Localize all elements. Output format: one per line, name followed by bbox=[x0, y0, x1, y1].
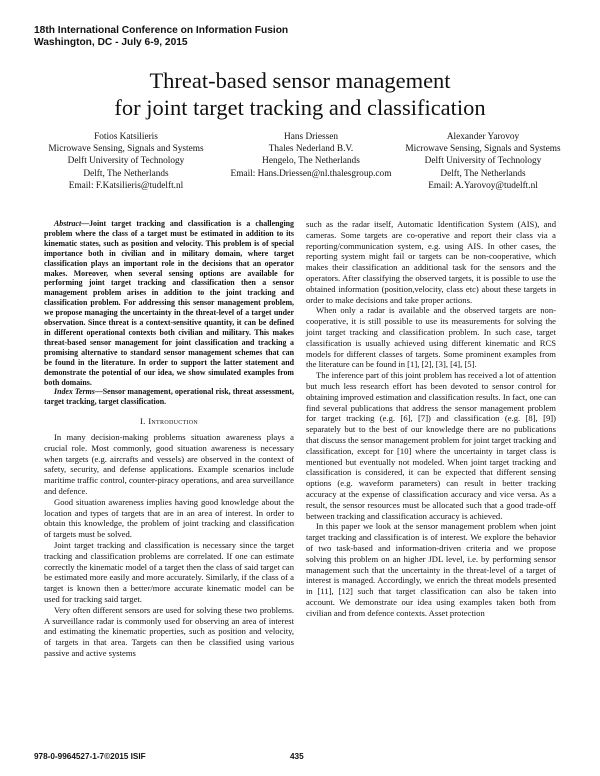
abstract-text: —Joint target tracking and classification is a challenging problem where the class of a target must be estimated in addition to its kinematic states, such as position and velocity. This problem is of special importance both in civilian and in military domain, where target classification plays an important role in the decisions that an operator makes. Moreover, when several sensing options are available for performing joint target tracking and classification then a sensor management problem arises in addition to the joint tracking and classification problem. For addressing this sensor management problem, we propose managing the uncertainty in the threat-level of a target under observation. Since threat is a context-sensitive quantity, it can be defined in different operational contexts both civilian and military. This makes threat-based sensor management for joint classification and tracking a promising alternative to standard sensor management schemes that can be found in the literature. In order to support the latter statement and demonstrate the potential of our idea, we show simulated examples from both domains. bbox=[44, 219, 294, 387]
paragraph: In many decision-making problems situation awareness plays a crucial role. Most commonly, good situation awareness is necessary when targets (e.g. aircrafts and vessels) are observed in the context of safety, security, and defense applications. Example scenarios include maritime traffic control, counter-piracy operations, and area surveillance and defence. bbox=[44, 432, 294, 496]
conference-location-date: Washington, DC - July 6-9, 2015 bbox=[34, 37, 188, 48]
author-name: Hans Driessen bbox=[284, 132, 338, 142]
author-email: Email: F.Katsilieris@tudelft.nl bbox=[68, 180, 184, 191]
page-number: 435 bbox=[290, 752, 304, 761]
paragraph: Joint target tracking and classification is necessary since the target tracking and classification problems are correlated. If one can estimate correctly the kinematic model of a target then the class of said target can be estimated more easily and more accurately. Similarly, if the class of a target is known then a better/more accurate kinematic model can be used for tracking said target. bbox=[44, 539, 294, 604]
title-line-2: for joint target tracking and classification bbox=[114, 95, 486, 120]
author-name: Fotios Katsilieris bbox=[94, 132, 158, 142]
author-city: Delft, The Netherlands bbox=[83, 168, 169, 179]
abstract bbox=[44, 219, 294, 387]
right-column bbox=[306, 219, 556, 618]
paragraph: When only a radar is available and the observed targets are non-cooperative, it is still possible to use its measurements for solving the joint target tracking and classification problem. In such case, target classification is usually achieved using different kinematic and RCS models for different classes of targets. Some prominent examples from the literature can be found in [1], [2], [3], [4], [5]. bbox=[306, 305, 556, 370]
author-name: Alexander Yarovoy bbox=[446, 132, 520, 142]
index-terms-label: Index Terms bbox=[54, 387, 95, 397]
paper-title bbox=[0, 67, 600, 121]
paragraph: In this paper we look at the sensor management problem when joint target tracking and classification is of interest. We explore the behavior of two task-based and information-driven criteria and we propose solving this problem on an higher JDL level, i.e. by performing sensor management such that the uncertainty in the threat-level of a target of interest is managed. Accordingly, we enrich the threat models presented in [11], [12] such that target classification can also be taken into account. We demonstrate our idea using examples taken both from civilian and from defence contexts. Asset protection bbox=[306, 521, 556, 618]
conference-name: 18th International Conference on Information Fusion bbox=[34, 25, 289, 36]
section-heading bbox=[44, 416, 294, 427]
author-affiliation: Microwave Sensing, Signals and Systems bbox=[48, 144, 204, 155]
author-affiliation: Hengelo, The Netherlands bbox=[262, 156, 360, 167]
paragraph: such as the radar itself, Automatic Identification System (AIS), and cameras. Some targets are co-operative and report their class via a reporting/communication system, e.g. using AIS. In other cases, the reporting system might fail or targets can be non-cooperative, which makes their classification an additional task for the sensors and the operators. After classifying the observed targets, it is possible to use the obtained information (position,velocity, class etc) about these targets in order to make decisions and take proper actions. bbox=[306, 219, 556, 305]
author-city: Delft, The Netherlands bbox=[440, 168, 526, 179]
index-terms bbox=[44, 387, 294, 407]
author-affiliation: Thales Nederland B.V. bbox=[268, 144, 354, 155]
author-1 bbox=[36, 131, 216, 192]
paragraph: Very often different sensors are used for solving these two problems. A surveillance radar is commonly used for observing an area of interest and estimating the kinematic properties, such as position and velocity, of targets in that area. Targets can then be classified using various passive and active systems bbox=[44, 604, 294, 658]
conference-header bbox=[34, 25, 288, 49]
footer-isbn: 978-0-9964527-1-7©2015 ISIF bbox=[34, 752, 146, 761]
left-column bbox=[44, 219, 294, 659]
author-affiliation: Delft University of Technology bbox=[424, 156, 542, 167]
author-affiliation: Delft University of Technology bbox=[67, 156, 185, 167]
author-email: Email: Hans.Driessen@nl.thalesgroup.com bbox=[230, 168, 392, 179]
author-3 bbox=[388, 131, 578, 192]
paragraph: Good situation awareness implies having good knowledge about the location and types of targets that are in an area of interest. In order to obtain this knowledge, the problem of joint tracking and classification of targets must be solved. bbox=[44, 496, 294, 540]
title-line-1: Threat-based sensor management bbox=[149, 68, 451, 93]
section-title: Introduction bbox=[148, 416, 199, 427]
paragraph: The inference part of this joint problem has received a lot of attention but much less research effort has been devoted to sensor control for obtaining improved estimation and classification results. In fact, one can find several publications that address the sensor management problem for target tracking (e.g. [6], [7]) and classification (e.g. [8], [9]) separately but to the best of our knowledge there are no publications that discuss the sensor management problem for joint target tracking and classification, except for [10] where the uncertainty in target class is mentioned but eventually not modeled. When joint target tracking and classification is considered, it can be expected that different sensing options (e.g. waveform parameters) can result in better tracking accuracy at the expense of classification accuracy and vice versa. As a result, the sensor resources must be allocated such that a good trade-off between tracking and classification accuracy is achieved. bbox=[306, 370, 556, 521]
abstract-label: Abstract bbox=[54, 219, 82, 228]
author-2 bbox=[226, 131, 396, 180]
author-affiliation: Microwave Sensing, Signals and Systems bbox=[405, 144, 561, 155]
author-email: Email: A.Yarovoy@tudelft.nl bbox=[428, 180, 538, 191]
index-terms-text: —Sensor management, operational risk, threat assessment, target tracking, target classification. bbox=[44, 387, 295, 407]
section-number: I. bbox=[139, 416, 146, 427]
